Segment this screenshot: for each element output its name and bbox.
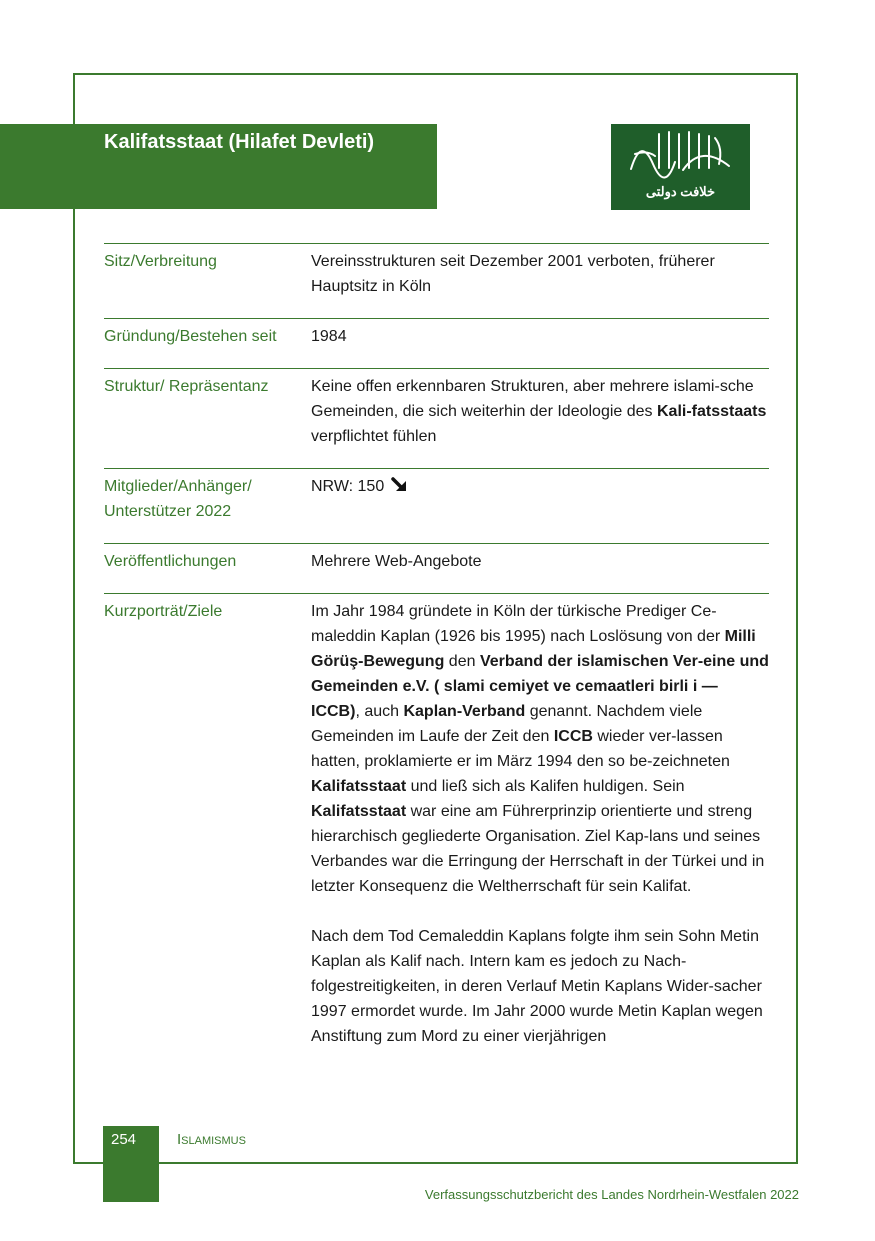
member-count: NRW: 150 — [311, 478, 385, 495]
kurzportrait-paragraph-2: Nach dem Tod Cemaleddin Kaplans folgte ihm sein Sohn Metin Kaplan als Kalif nach. Intern kam es jedoch zu Nach-folgestreitigkeiten, in deren Verlauf Metin Kaplans Wider-sacher 1997 ermordet wurde. Im Jahr 2000 wurde Metin Kaplan wegen Anstiftung zum Mord zu einer vierjährigen — [311, 928, 763, 1045]
kurzportrait-paragraph-1: Im Jahr 1984 gründete in Köln der türkische Prediger Ce-maleddin Kaplan (1926 bis 1995) nach Loslösung von der Milli Görüş-Bewegung den Verband der islamischen Ver-eine und Gemeinden e.V. ( slami cemiyet ve cemaatleri birli i — ICCB), auch Kaplan-Verband genannt. Nachdem viele Gemeinden im Laufe der Zeit den ICCB wieder ver-lassen hatten, proklamierte er im März 1994 den so be-zeichneten Kalifatsstaat und ließ sich als Kalifen huldigen. Sein Kalifatsstaat war eine am Führerprinzip orientierte und streng hierarchisch gegliederte Organisation. Ziel Kap-lans und seines Verbandes war die Erringung der Herrschaft in der Türkei und in letzter Konsequenz die Weltherrschaft für sein Kalifat. — [311, 603, 769, 895]
row-value: 1984 — [311, 328, 347, 345]
row-value: Keine offen erkennbaren Strukturen, aber mehrere islami-sche Gemeinden, die sich weiterhin der Ideologie des Kali-fatsstaats verpflichtet fühlen — [311, 378, 767, 445]
calligraphy-emblem-icon — [611, 124, 750, 184]
row-label: Struktur/ Repräsentanz — [104, 378, 269, 395]
trend-down-arrow-icon — [390, 476, 408, 494]
organization-flag — [611, 124, 750, 210]
page-title: Kalifatsstaat (Hilafet Devleti) — [104, 131, 375, 153]
row-label: Mitglieder/Anhänger/ Unterstützer 2022 — [104, 478, 252, 520]
row-value — [311, 599, 771, 1049]
info-row-veroeffentlichungen — [104, 543, 769, 570]
info-row-gruendung — [104, 318, 769, 345]
flag-caption: خلافت دولتی — [645, 184, 716, 199]
row-label: Veröffentlichungen — [104, 553, 237, 570]
row-value: Mehrere Web-Angebote — [311, 553, 482, 570]
page-number-box — [103, 1126, 159, 1202]
row-value — [311, 474, 771, 499]
info-row-sitz — [104, 243, 769, 295]
info-row-struktur — [104, 368, 769, 445]
info-row-kurzportrait — [104, 593, 769, 1045]
publication-title: Verfassungsschutzbericht des Landes Nordrhein-Westfalen 2022 — [424, 1187, 799, 1202]
section-name: Islamismus — [177, 1131, 246, 1148]
row-value: Vereinsstrukturen seit Dezember 2001 verboten, früherer Hauptsitz in Köln — [311, 253, 715, 295]
row-label: Kurzporträt/Ziele — [104, 603, 223, 620]
info-row-mitglieder — [104, 468, 769, 520]
row-label: Gründung/Bestehen seit — [104, 328, 277, 345]
page-number: 254 — [111, 1131, 137, 1148]
row-label: Sitz/Verbreitung — [104, 253, 217, 270]
